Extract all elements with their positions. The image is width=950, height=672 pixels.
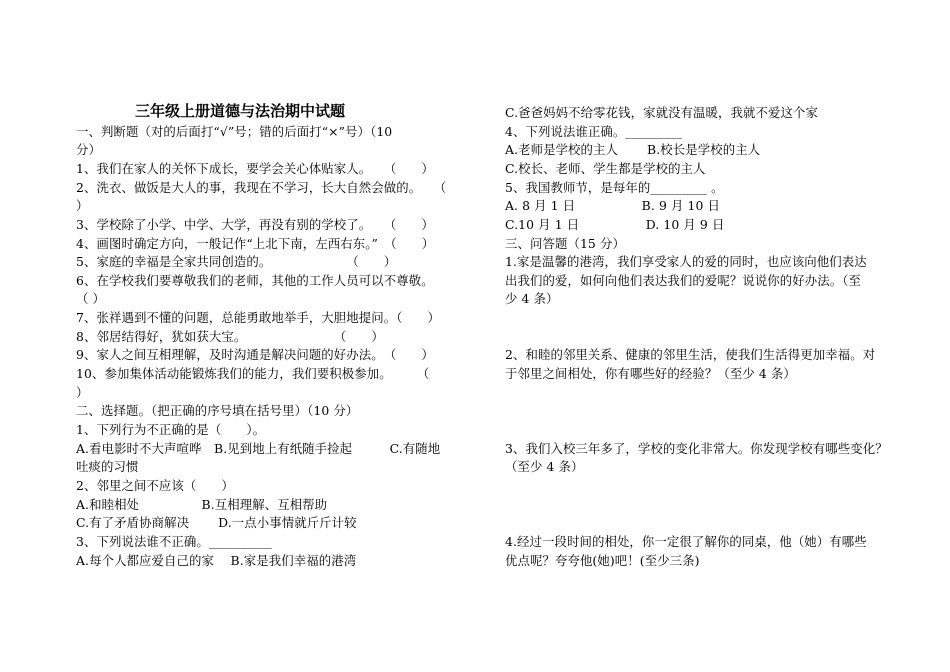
judge-item-10-cont: ） <box>76 385 89 400</box>
choice-q3-options-ab: A.每个人都应爱自己的家 B.家是我们幸福的港湾 <box>76 553 357 568</box>
choice-q2-options-cd: C.有了矛盾协商解决 D.一点小事情就斤斤计较 <box>76 515 357 530</box>
judge-item-8: 8、邻居结得好，犹如获大宝。 （ ） <box>76 329 384 344</box>
qa-q2-line2: 于邻里之间相处，你有哪些好的经验？（至少 4 条） <box>505 366 796 381</box>
judge-item-6-cont: （ ） <box>76 291 106 306</box>
qa-q1-line1: 1.家是温馨的港湾，我们享受家人的爱的同时，也应该向他们表达 <box>505 254 867 269</box>
judge-item-6: 6、在学校我们要尊敬我们的老师，其他的工作人员可以不尊敬。 <box>76 273 434 288</box>
choice-q5: 5、我国教师节，是每年的_________ 。 <box>505 180 724 195</box>
qa-q2-line1: 2、和睦的邻里关系、健康的邻里生活，使我们生活得更加幸福。对 <box>505 347 876 362</box>
judge-item-4: 4、画图时确定方向，一般记作“上北下南，左西右东。” （ ） <box>76 236 435 251</box>
choice-q1-options-cont: 吐痰的习惯 <box>76 459 139 474</box>
judge-item-7: 7、张祥遇到不懂的问题，总能勇敢地举手，大胆地提问。（ ） <box>76 310 441 325</box>
judge-item-2-cont: ） <box>76 198 89 213</box>
qa-q1-line2: 出我们的爱，如何向他们表达我们的爱呢？说说你的好办法。（至 <box>505 273 862 288</box>
choice-q4: 4、下列说法谁正确。_________ <box>505 124 683 139</box>
choice-section-header: 二、选择题。（把正确的序号填在括号里）（10 分） <box>76 403 359 418</box>
choice-q2: 2、邻里之间不应该（ ） <box>76 478 234 493</box>
choice-q3: 3、下列说法谁不正确。__________ <box>76 534 272 549</box>
choice-q3-option-c: C.爸爸妈妈不给零花钱，家就没有温暖，我就不爱这个家 <box>505 105 818 120</box>
judge-section-header-cont: 分） <box>76 142 101 157</box>
page-title: 三年级上册道德与法治期中试题 <box>135 102 346 120</box>
judge-item-9: 9、家人之间互相理解，及时沟通是解决问题的好办法。 （ ） <box>76 347 434 362</box>
qa-q4-line1: 4.经过一段时间的相处，你一定很了解你的同桌，他（她）有哪些 <box>505 534 867 549</box>
choice-q4-option-c: C.校长、老师、学生都是学校的主人 <box>505 161 706 176</box>
qa-section-header: 三、问答题（15 分） <box>505 236 625 251</box>
judge-section-header: 一、判断题（对的后面打“√”号；错的后面打“×”号）（10 <box>76 124 393 139</box>
choice-q1-options: A.看电影时不大声喧哗 B.见到地上有纸随手捡起 C.有随地 <box>76 441 441 456</box>
choice-q5-options-ab: A. 8 月 1 日 B. 9 月 10 日 <box>505 198 721 213</box>
choice-q1: 1、下列行为不正确的是（ ）。 <box>76 422 266 437</box>
choice-q2-options-ab: A.和睦相处 B.互相理解、互相帮助 <box>76 497 328 512</box>
choice-q4-options-ab: A.老师是学校的主人 B.校长是学校的主人 <box>505 142 761 157</box>
judge-item-1: 1、我们在家人的关怀下成长，要学会关心体贴家人。 （ ） <box>76 161 434 176</box>
judge-item-10: 10、参加集体活动能锻炼我们的能力，我们要积极参加。 （ <box>76 366 430 381</box>
qa-q3-line2: （至少 4 条） <box>505 459 584 474</box>
qa-q4-line2: 优点呢？夸夸他(她)吧！(至少三条) <box>505 553 700 568</box>
qa-q3-line1: 3、我们入校三年多了，学校的变化非常大。你发现学校有哪些变化？ <box>505 441 888 456</box>
judge-item-2: 2、洗衣、做饭是大人的事，我现在不学习，长大自然会做的。 （ <box>76 180 447 195</box>
choice-q5-options-cd: C.10 月 1 日 D. 10 月 9 日 <box>505 217 725 232</box>
qa-q1-line3: 少 4 条） <box>505 291 559 306</box>
judge-item-5: 5、家庭的幸福是全家共同创造的。 （ ） <box>76 254 397 269</box>
judge-item-3: 3、学校除了小学、中学、大学，再没有别的学校了。 （ ） <box>76 217 434 232</box>
